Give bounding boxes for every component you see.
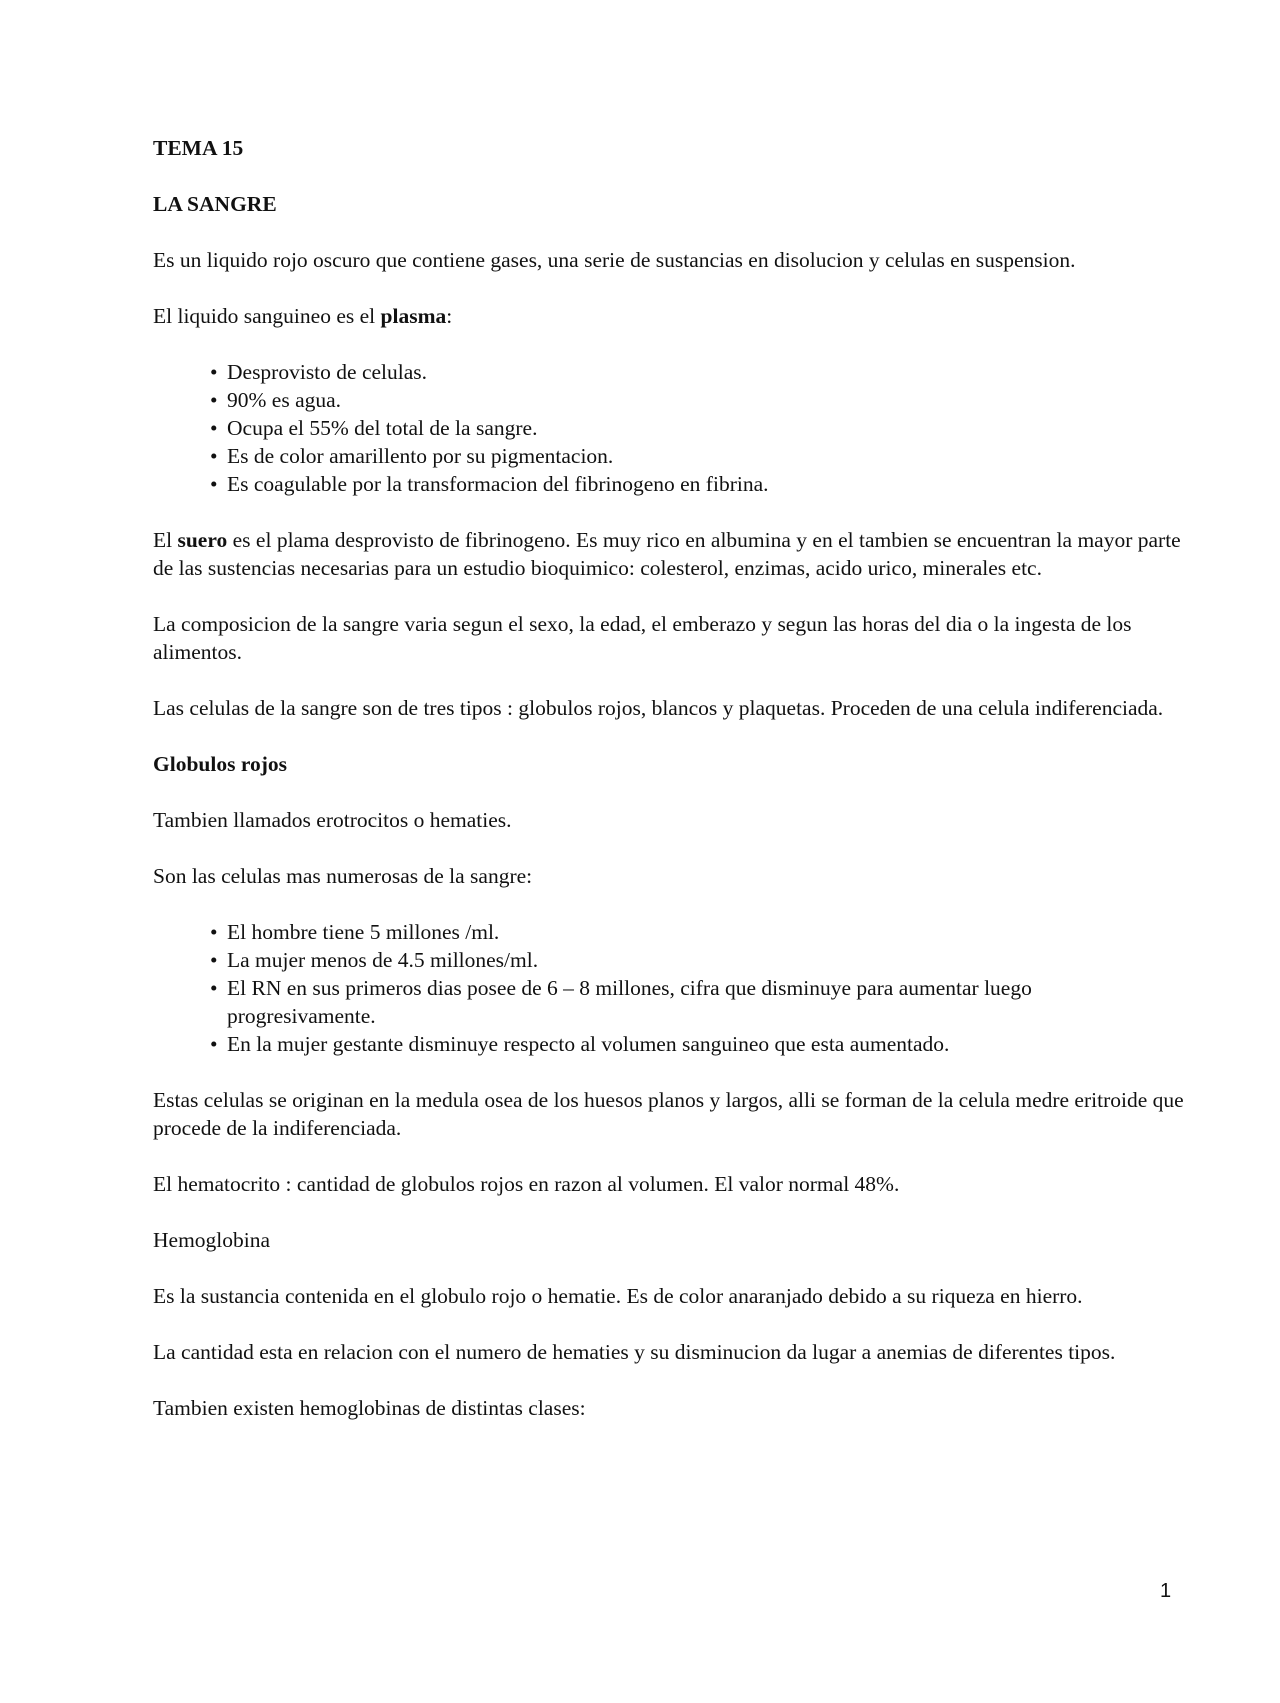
list-item-text: En la mujer gestante disminuye respecto al volumen sanguineo que esta aumentado. xyxy=(227,1032,950,1056)
list-item-text: La mujer menos de 4.5 millones/ml. xyxy=(227,948,539,972)
list-item xyxy=(210,386,1193,414)
list-item-text: Es de color amarillento por su pigmentacion. xyxy=(227,444,614,468)
list-item-text: 90% es agua. xyxy=(227,388,342,412)
bullet-icon: • xyxy=(210,472,218,496)
plasma-bold-term: plasma xyxy=(380,304,447,328)
bullet-icon: • xyxy=(210,948,218,972)
list-item xyxy=(210,946,1193,974)
list-item xyxy=(210,918,1193,946)
document-title: LA SANGRE xyxy=(153,192,277,216)
list-item xyxy=(210,442,1193,470)
son-las-celulas-paragraph: Son las celulas mas numerosas de la sangre: xyxy=(153,864,533,888)
document-page xyxy=(153,134,1193,1450)
plasma-pre-text: El liquido sanguineo es el xyxy=(153,304,381,328)
tambien-existen-paragraph: Tambien existen hemoglobinas de distintas clases: xyxy=(153,1396,586,1420)
list-item-text: El hombre tiene 5 millones /ml. xyxy=(227,920,500,944)
bullet-icon: • xyxy=(210,1032,218,1056)
tema-heading: TEMA 15 xyxy=(153,136,244,160)
composicion-paragraph: La composicion de la sangre varia segun el sexo, la edad, el emberazo y segun las horas del dia o la ingesta de los alimentos. xyxy=(153,612,1132,664)
hemoglobina-paragraph: Es la sustancia contenida en el globulo rojo o hematie. Es de color anaranjado debido a su riqueza en hierro. xyxy=(153,1284,1083,1308)
suero-post-text: es el plama desprovisto de fibrinogeno. Es muy rico en albumina y en el tambien se encuentran la mayor parte de las sustencias necesarias para un estudio bioquimico: colesterol, enzimas, acido urico, minerales etc. xyxy=(153,528,1181,580)
list-item xyxy=(210,1030,1193,1058)
tambien-llamados-paragraph: Tambien llamados erotrocitos o hematies. xyxy=(153,808,512,832)
bullet-icon: • xyxy=(210,416,218,440)
list-item xyxy=(210,974,1193,1030)
page-number: 1 xyxy=(1160,1580,1172,1602)
plasma-post-text: : xyxy=(446,304,453,328)
intro-paragraph: Es un liquido rojo oscuro que contiene gases, una serie de sustancias en disolucion y celulas en suspension. xyxy=(153,248,1076,272)
globulos-bullet-list xyxy=(153,918,1193,1058)
bullet-icon: • xyxy=(210,920,218,944)
plasma-bullet-list xyxy=(153,358,1193,498)
list-item xyxy=(210,470,1193,498)
bullet-icon: • xyxy=(210,360,218,384)
suero-pre-text: El xyxy=(153,528,178,552)
list-item xyxy=(210,414,1193,442)
list-item-text: Desprovisto de celulas. xyxy=(227,360,428,384)
bullet-icon: • xyxy=(210,444,218,468)
hemoglobina-heading: Hemoglobina xyxy=(153,1228,271,1252)
bullet-icon: • xyxy=(210,976,218,1000)
list-item xyxy=(210,358,1193,386)
list-item-text: Ocupa el 55% del total de la sangre. xyxy=(227,416,538,440)
plasma-paragraph xyxy=(153,302,1193,330)
hematocrito-paragraph: El hematocrito : cantidad de globulos rojos en razon al volumen. El valor normal 48%. xyxy=(153,1172,900,1196)
list-item-text: El RN en sus primeros dias posee de 6 – 8 millones, cifra que disminuye para aumentar luego progresivamente. xyxy=(227,976,1032,1028)
celulas-paragraph: Las celulas de la sangre son de tres tipos : globulos rojos, blancos y plaquetas. Proceden de una celula indiferenciada. xyxy=(153,696,1164,720)
suero-paragraph xyxy=(153,526,1193,582)
globulos-rojos-heading: Globulos rojos xyxy=(153,752,288,776)
list-item-text: Es coagulable por la transformacion del fibrinogeno en fibrina. xyxy=(227,472,769,496)
originan-paragraph: Estas celulas se originan en la medula osea de los huesos planos y largos, alli se forman de la celula medre eritroide que procede de la indiferenciada. xyxy=(153,1088,1184,1140)
cantidad-paragraph: La cantidad esta en relacion con el numero de hematies y su disminucion da lugar a anemias de diferentes tipos. xyxy=(153,1340,1116,1364)
suero-bold-term: suero xyxy=(177,528,228,552)
bullet-icon: • xyxy=(210,388,218,412)
